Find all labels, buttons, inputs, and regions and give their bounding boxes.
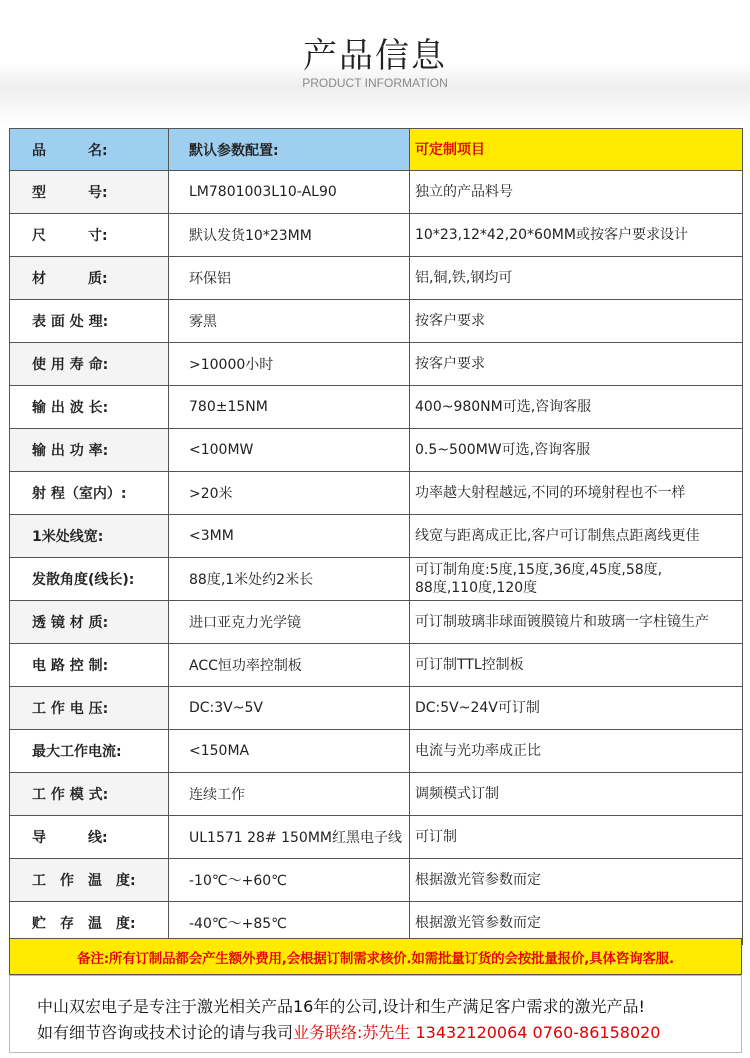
table-row — [10, 816, 743, 859]
row-label: 表 面 处 理: — [10, 300, 169, 343]
row-label: 工 作 模 式: — [10, 773, 169, 816]
row-label: 射 程（室内）: — [10, 472, 169, 515]
table-row — [10, 730, 743, 773]
company-intro: 中山双宏电子是专注于激光相关产品16年的公司,设计和生产满足客户需求的激光产品! — [37, 997, 645, 1016]
row-label: 尺 寸: — [10, 214, 169, 257]
row-custom-value: 可订制 — [410, 816, 743, 859]
row-default-value: >10000小时 — [169, 343, 410, 386]
table-row — [10, 601, 743, 644]
row-label: 1米处线宽: — [10, 515, 169, 558]
row-default-value: <100MW — [169, 429, 410, 472]
row-custom-value: 400~980NM可选,咨询客服 — [410, 386, 743, 429]
row-label: 透 镜 材 质: — [10, 601, 169, 644]
note-banner: 备注:所有订制品都会产生额外费用,会根据订制需求核价.如需批量订货的会按批量报价,具体咨询客服. — [9, 938, 742, 975]
row-default-value: 连续工作 — [169, 773, 410, 816]
row-default-value: 雾黑 — [169, 300, 410, 343]
row-custom-value: 线宽与距离成正比,客户可订制焦点距离线更佳 — [410, 515, 743, 558]
table-row — [10, 515, 743, 558]
row-custom-value: 0.5~500MW可选,咨询客服 — [410, 429, 743, 472]
row-default-value: 环保铝 — [169, 257, 410, 300]
row-custom-value: 可订制玻璃非球面镀膜镜片和玻璃一字柱镜生产 — [410, 601, 743, 644]
row-custom-value: 调频模式订制 — [410, 773, 743, 816]
table-row — [10, 343, 743, 386]
header-custom: 可定制项目 — [410, 129, 743, 171]
row-label: 型 号: — [10, 171, 169, 214]
row-label: 输 出 波 长: — [10, 386, 169, 429]
table-row — [10, 687, 743, 730]
contact-line — [37, 1020, 661, 1043]
contact-info: 业务联络:苏先生 13432120064 0760-86158020 — [293, 1023, 661, 1042]
row-custom-value: 可订制TTL控制板 — [410, 644, 743, 687]
table-row — [10, 859, 743, 902]
header-default: 默认参数配置: — [169, 129, 410, 171]
table-row — [10, 214, 743, 257]
row-default-value: UL1571 28# 150MM红黑电子线 — [169, 816, 410, 859]
row-custom-value: DC:5V~24V可订制 — [410, 687, 743, 730]
row-custom-value: 10*23,12*42,20*60MM或按客户要求设计 — [410, 214, 743, 257]
row-label: 工 作 温 度: — [10, 859, 169, 902]
row-custom-value: 功率越大射程越远,不同的环境射程也不一样 — [410, 472, 743, 515]
table-row — [10, 429, 743, 472]
row-default-value: -10℃～+60℃ — [169, 859, 410, 902]
row-default-value: DC:3V~5V — [169, 687, 410, 730]
row-label: 使 用 寿 命: — [10, 343, 169, 386]
table-row — [10, 773, 743, 816]
row-default-value: <150MA — [169, 730, 410, 773]
table-row — [10, 386, 743, 429]
row-custom-value: 独立的产品料号 — [410, 171, 743, 214]
contact-prefix: 如有细节咨询或技术讨论的请与我司 — [37, 1023, 294, 1042]
table-row — [10, 300, 743, 343]
table-header-row — [10, 129, 743, 171]
row-custom-value: 根据激光管参数而定 — [410, 902, 743, 945]
row-custom-value: 铝,铜,铁,钢均可 — [410, 257, 743, 300]
table-row — [10, 644, 743, 687]
spec-table — [9, 128, 743, 945]
table-row — [10, 171, 743, 214]
row-label: 导 线: — [10, 816, 169, 859]
row-custom-value: 按客户要求 — [410, 343, 743, 386]
row-default-value: >20米 — [169, 472, 410, 515]
row-default-value: 默认发货10*23MM — [169, 214, 410, 257]
row-default-value: 780±15NM — [169, 386, 410, 429]
header-name: 品 名: — [10, 129, 169, 171]
row-default-value: ACC恒功率控制板 — [169, 644, 410, 687]
row-default-value: <3MM — [169, 515, 410, 558]
page-subtitle: PRODUCT INFORMATION — [302, 76, 448, 90]
row-label: 贮 存 温 度: — [10, 902, 169, 945]
row-label: 工 作 电 压: — [10, 687, 169, 730]
row-label: 电 路 控 制: — [10, 644, 169, 687]
row-default-value: -40℃～+85℃ — [169, 902, 410, 945]
row-default-value: LM7801003L10-AL90 — [169, 171, 410, 214]
row-default-value: 进口亚克力光学镜 — [169, 601, 410, 644]
row-label: 最大工作电流: — [10, 730, 169, 773]
table-row — [10, 558, 743, 601]
row-custom-value: 可订制角度:5度,15度,36度,45度,58度, 88度,110度,120度 — [410, 558, 743, 601]
row-custom-value: 电流与光功率成正比 — [410, 730, 743, 773]
row-custom-value: 根据激光管参数而定 — [410, 859, 743, 902]
table-row — [10, 472, 743, 515]
row-label: 输 出 功 率: — [10, 429, 169, 472]
row-label: 发散角度(线长): — [10, 558, 169, 601]
table-row — [10, 257, 743, 300]
row-custom-value: 按客户要求 — [410, 300, 743, 343]
company-footer — [9, 975, 742, 1053]
page-title: 产品信息 — [303, 36, 447, 76]
row-label: 材 质: — [10, 257, 169, 300]
row-default-value: 88度,1米处约2米长 — [169, 558, 410, 601]
